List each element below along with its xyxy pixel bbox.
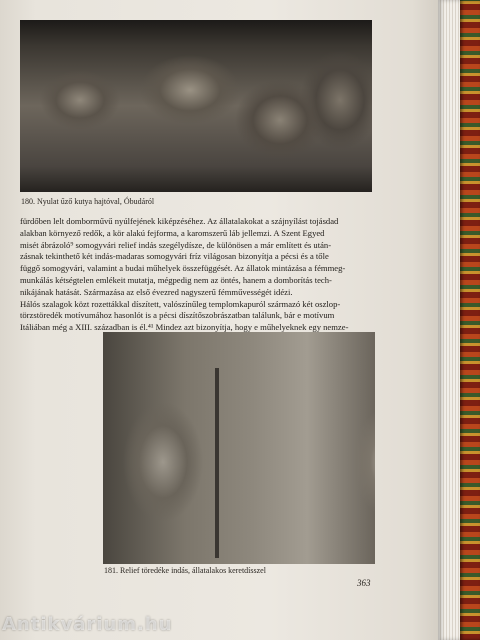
text-line: Hálós szalagok közt rozettákkal díszített, valószínűleg templomkapuról származó két oszlop-	[20, 298, 341, 309]
body-text	[20, 216, 374, 334]
watermark: Antikvárium.hu	[2, 614, 173, 635]
text-line: törzstöredék motívumához hasonlót is a pécsi díszítőszobrászatban találunk, bár e motívum	[20, 310, 335, 321]
book-spine	[460, 0, 480, 640]
text-line: misét ábrázoló⁹ somogyvári relief indás szegélydísze, de különösen a már említett és után-	[20, 239, 332, 250]
relief-photo-hunting-dog	[20, 20, 372, 192]
text-line: függő somogyvári, valamint a budai műhelyek összefüggését. Az állatok mintázása a fémmeg-	[20, 263, 346, 274]
relief-photo-fragment	[103, 332, 375, 564]
text-line: nikájának hatását. Származása az első évezred nagyszerű fémművességét idézi.	[20, 286, 293, 297]
page-number: 363	[357, 578, 371, 588]
text-line: zásnak tekinthető két indás-madaras somogyvári fríz világosan bizonyítja a pécsi és a tőle	[20, 251, 329, 262]
text-line: Itáliában még a XIII. században is él.⁴¹ Mindez azt bizonyítja, hogy e műhelyeknek egy nemze-	[20, 322, 349, 333]
text-line: munkálás kétségtelen emlékeit mutatja, mégpedig nem az öntés, hanem a domborítás tech-	[20, 274, 332, 285]
figure-180-caption: 180. Nyulat űző kutya hajtóval, Óbudáról	[21, 197, 155, 206]
text-line: fürdőben lelt domborművű nyúlfejének kiképzéséhez. Az állatalakokat a szájnyílást tojásdad	[20, 216, 339, 226]
text-line: alakban környező redők, a kör alakú fejforma, a karomszerű láb jellemzi. A Szent Egyed	[20, 227, 325, 238]
figure-181-caption: 181. Relief töredéke indás, állatalakos keretdísszel	[104, 566, 266, 575]
